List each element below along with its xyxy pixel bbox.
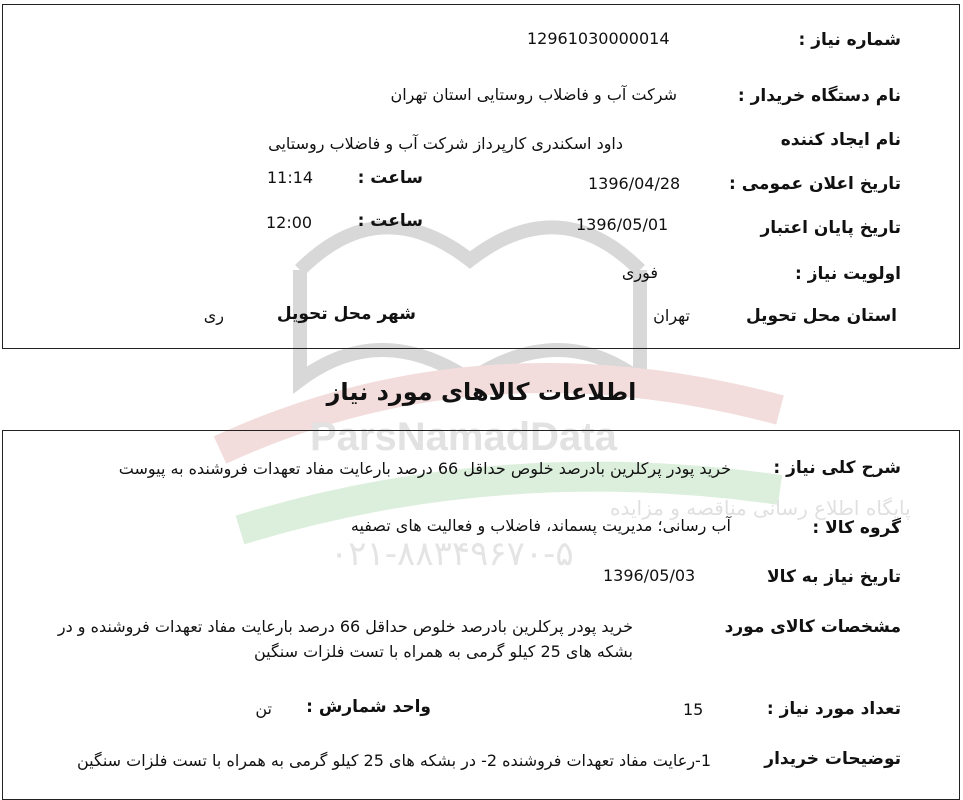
- expiry-date-value: 1396/05/01: [576, 215, 669, 234]
- need-number-label: شماره نیاز :: [798, 30, 901, 50]
- watermark-brand: ParsNamadData: [310, 415, 617, 459]
- expiry-time-label: ساعت :: [357, 211, 423, 231]
- priority-label: اولویت نیاز :: [795, 264, 901, 284]
- expiry-time-value: 12:00: [266, 213, 313, 232]
- spec-value: خرید پودر پرکلرین بادرصد خلوص حداقل 66 درصد بارعایت مفاد تعهدات فروشنده و در بشکه های 25 کیلو گرمی به همراه با تست فلزات سنگین: [57, 617, 633, 661]
- buyer-value: شرکت آب و فاضلاب روستایی استان تهران: [390, 85, 677, 104]
- unit-value: تن: [255, 699, 272, 718]
- announce-date-value: 1396/04/28: [588, 174, 681, 193]
- summary-value: خرید پودر پرکلرین بادرصد خلوص حداقل 66 درصد بارعایت مفاد تعهدات فروشنده به پیوست: [118, 459, 731, 478]
- need-date-label: تاریخ نیاز به کالا: [766, 567, 901, 587]
- goods-group-label: گروه کالا :: [812, 518, 901, 538]
- buyer-notes-label: توضیحات خریدار: [764, 749, 901, 769]
- expiry-date-label: تاریخ پایان اعتبار: [760, 218, 901, 238]
- city-label: شهر محل تحویل: [276, 304, 416, 324]
- watermark-tagline: پایگاه اطلاع رسانی مناقصه و مزایده: [610, 496, 911, 520]
- goods-group-value: آب رسانی؛ مدیریت پسماند، فاضلاب و فعالیت های تصفیه: [350, 516, 731, 535]
- province-label: استان محل تحویل: [745, 306, 897, 326]
- province-value: تهران: [653, 306, 690, 325]
- announce-time-label: ساعت :: [357, 168, 423, 188]
- city-value: ری: [203, 306, 224, 325]
- spec-label: مشخصات کالای مورد: [724, 617, 901, 637]
- quantity-value: 15: [683, 700, 704, 719]
- priority-value: فوری: [621, 263, 658, 282]
- buyer-label: نام دستگاه خریدار :: [737, 86, 901, 106]
- announce-date-label: تاریخ اعلان عمومی :: [729, 174, 901, 194]
- creator-value: داود اسکندری کارپرداز شرکت آب و فاضلاب روستایی: [268, 134, 623, 153]
- unit-label: واحد شمارش :: [306, 697, 431, 717]
- section-title: اطلاعات کالاهای مورد نیاز: [326, 378, 637, 406]
- need-number-value: 12961030000014: [527, 29, 670, 48]
- summary-label: شرح کلی نیاز :: [773, 458, 901, 478]
- watermark-phone: ۰۲۱-۸۸۳۴۹۶۷۰-۵: [330, 534, 574, 574]
- announce-time-value: 11:14: [267, 168, 314, 187]
- creator-label: نام ایجاد کننده: [780, 130, 901, 150]
- quantity-label: تعداد مورد نیاز :: [766, 699, 901, 719]
- buyer-notes-value: 1-رعایت مفاد تعهدات فروشنده 2- در بشکه های 25 کیلو گرمی به همراه با تست فلزات سنگین: [77, 751, 711, 770]
- need-date-value: 1396/05/03: [603, 566, 696, 585]
